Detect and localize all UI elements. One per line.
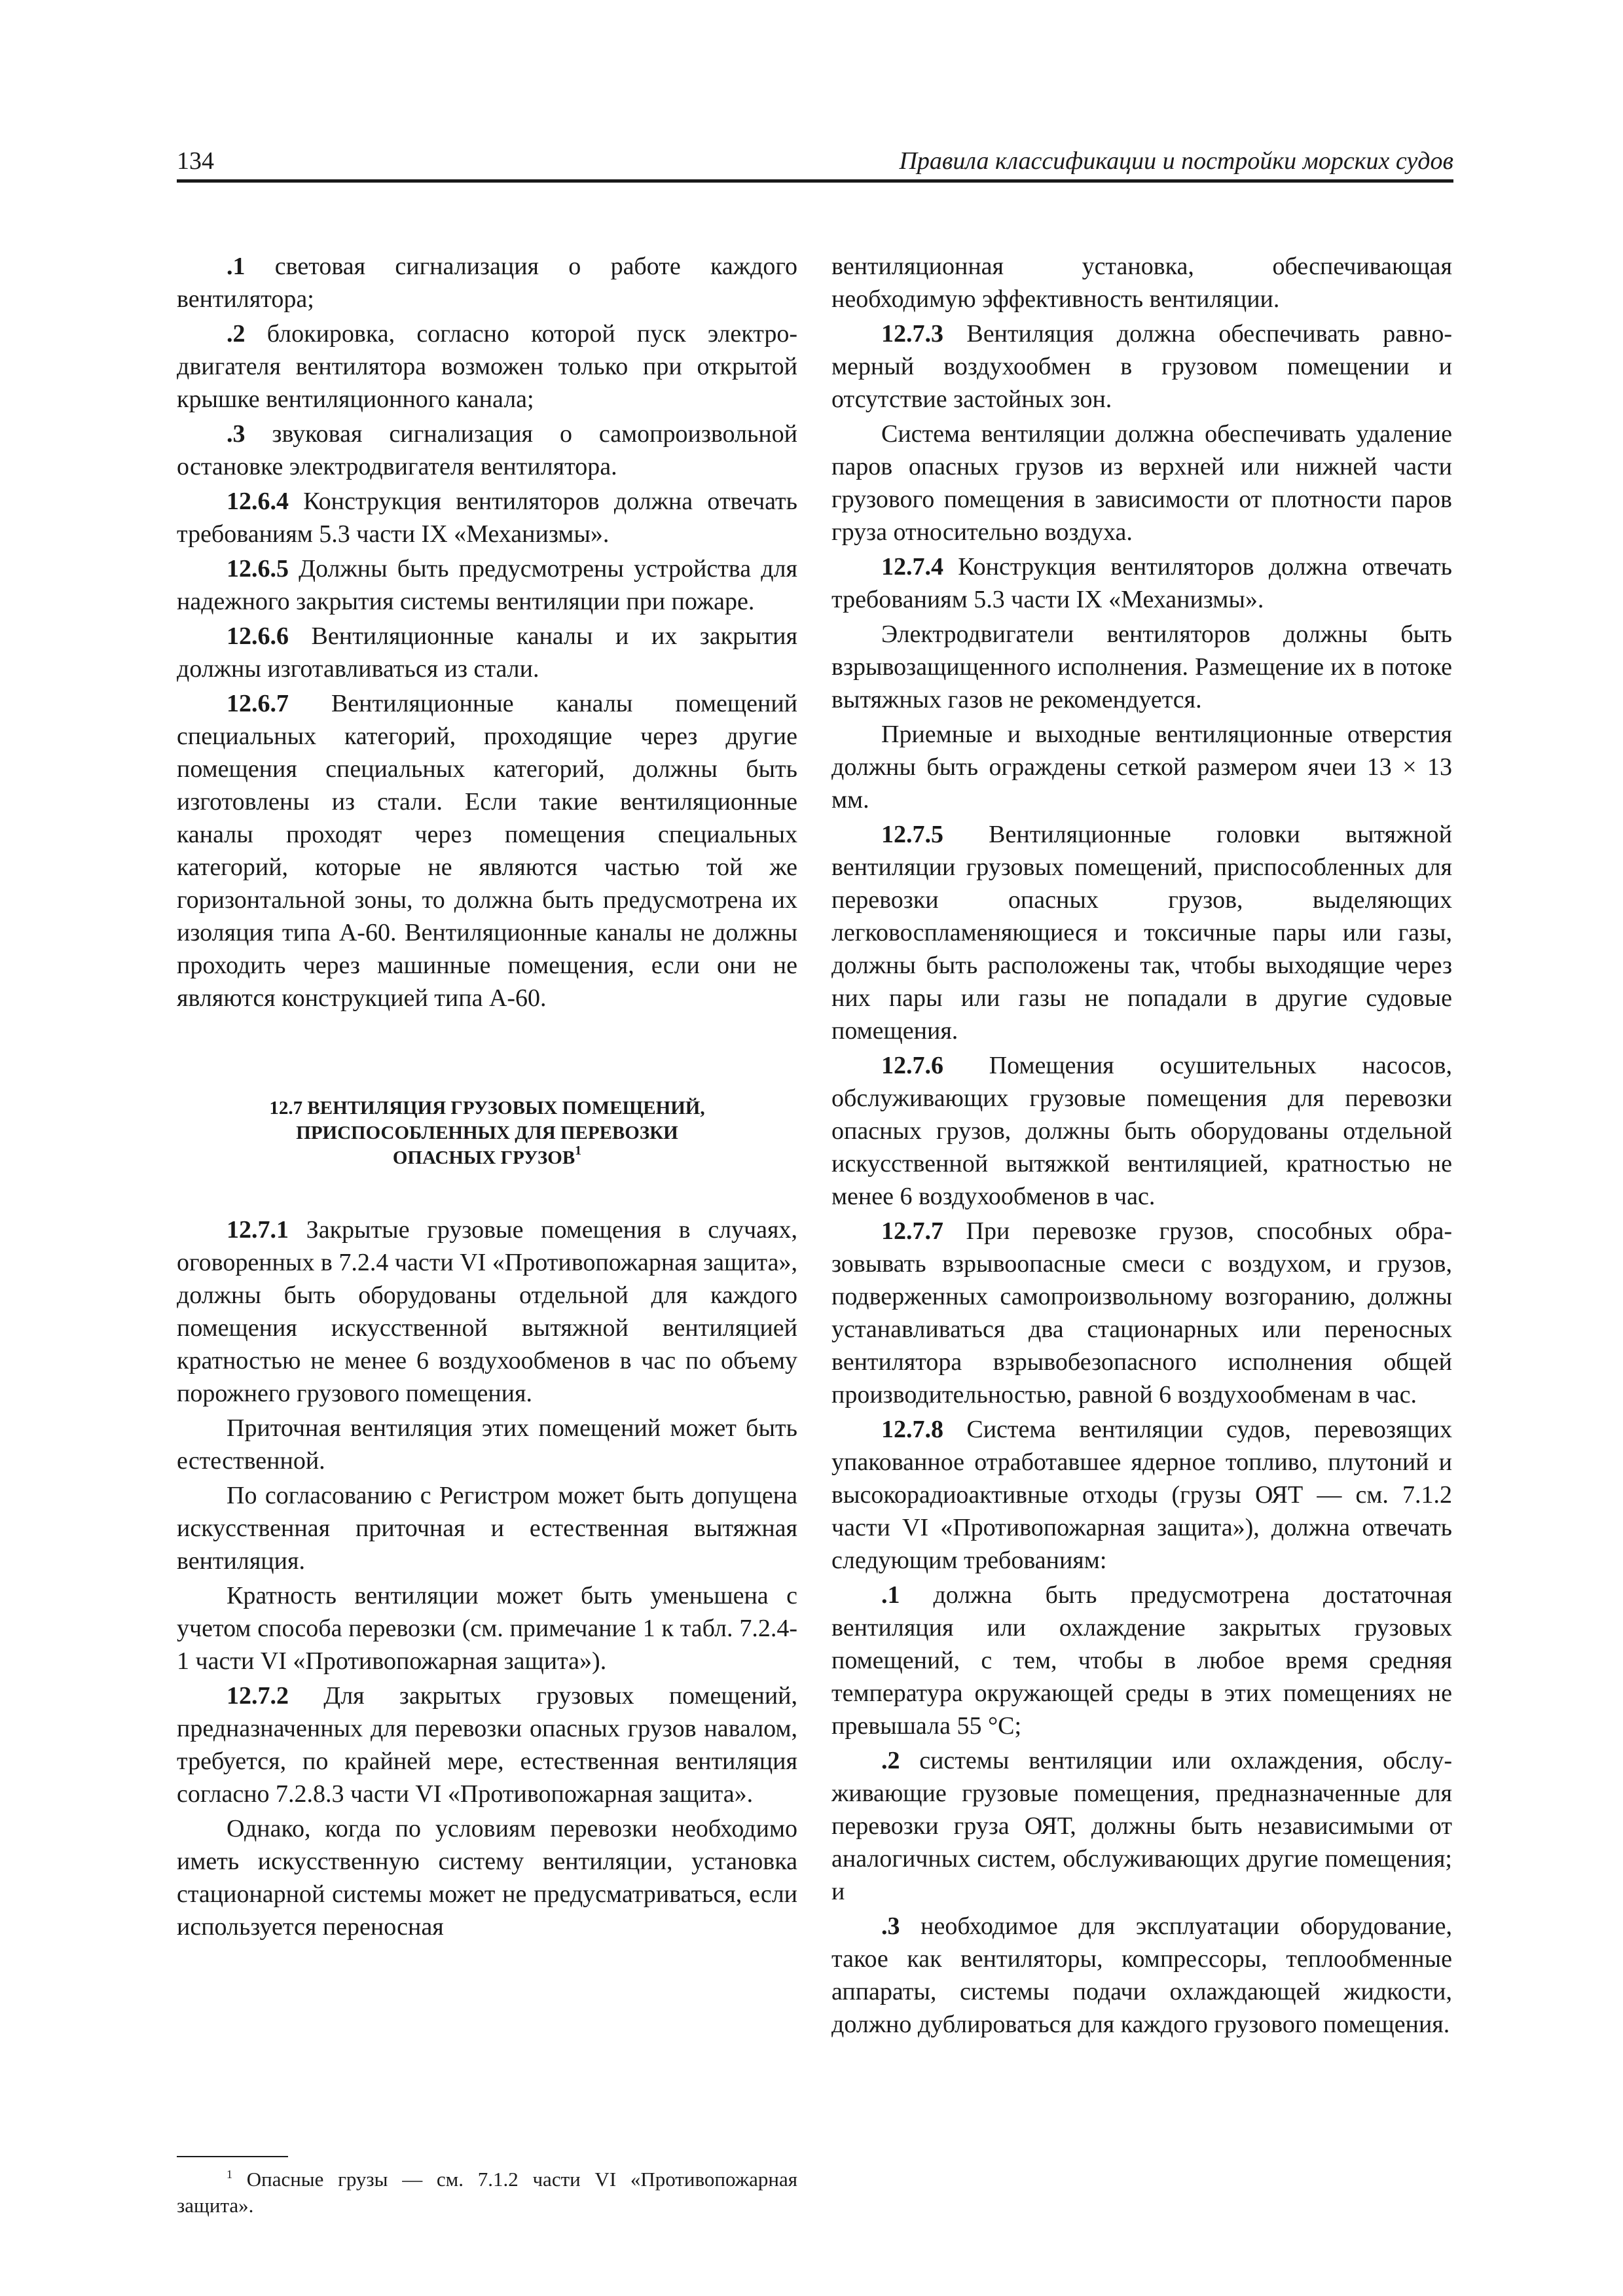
paragraph-text: Вентиляционные каналы и их закрытия должны изготавливаться из стали. — [177, 622, 797, 683]
section-heading — [177, 1096, 797, 1170]
paragraph — [831, 1049, 1452, 1213]
paragraph: Приемные и выходные вентиляционные отверстия должны быть ограждены сеткой размером ячеи 13 × 13 мм. — [831, 721, 1452, 814]
paragraph-text: Помещения осушительных насосов, обслуживающих грузовые помещения для перевозки опасных грузов, должны быть оборудованы отдельной искусственной вытяжкой вентиляцией, кратностью не менее 6 воздухообменов в час. — [831, 1052, 1452, 1210]
clause-number: 12.7.7 — [881, 1217, 943, 1245]
clause-number: .1 — [227, 253, 246, 280]
paragraph — [831, 1910, 1452, 2041]
clause-number: 12.6.6 — [227, 622, 289, 650]
paragraph-text: Для закрытых грузовых помещений, предназначенных для перевозки опасных грузов навалом, требуется, по крайней мере, естественная вентиляция согласно 7.2.8.3 части VI «Противопожарная защита». — [177, 1682, 797, 1808]
paragraph-text: Вентиляционные каналы помещений специальных категорий, проходящие через другие помещения специальных категорий, должны быть изготовлены из стали. Если такие вентиляционные каналы проходят через помещения специальных категорий, которые не являются частью той же горизонтальной зоны, то должна быть предусмотрена их изоляция типа А-60. Вентиляционные каналы не должны проходить через машинные помещения, если они не являются конструкцией типа А-60. — [177, 690, 797, 1012]
paragraph — [177, 552, 797, 618]
footnote-text: Опасные грузы — см. 7.1.2 части VI «Противопожарная защита». — [177, 2168, 797, 2217]
paragraph — [177, 1213, 797, 1410]
clause-number: .2 — [881, 1747, 900, 1774]
paragraph — [831, 1744, 1452, 1908]
clause-number: 12.6.7 — [227, 690, 289, 717]
clause-number: 12.7.3 — [881, 320, 943, 348]
paragraph-text: Вентиляционные головки вытяжной вентиляции грузовых помещений, приспособленных для перевозки опасных грузов, выделяющих легковоспламеняющиеся и токсичные пары или газы, должны быть расположены так, чтобы выходящие через них пары или газы не попадали в другие судовые помещения. — [831, 821, 1452, 1045]
paragraph — [177, 620, 797, 685]
clause-number: 12.6.5 — [227, 555, 289, 583]
page-header — [177, 139, 1453, 183]
right-column — [831, 250, 1452, 2043]
paragraph-text: Конструкция вентиляторов должна отвечать требованиям 5.3 части IX «Механизмы». — [831, 553, 1452, 613]
clause-number: .3 — [227, 420, 246, 448]
paragraph — [177, 1679, 797, 1810]
paragraph — [177, 687, 797, 1014]
clause-number: 12.7.2 — [227, 1682, 289, 1710]
heading-line: ПРИСПОСОБЛЕННЫХ ДЛЯ ПЕРЕВОЗКИ — [296, 1122, 678, 1143]
paragraph — [831, 1413, 1452, 1577]
paragraph: Однако, когда по условиям перевозки необходимо иметь искусственную систему вентиляции, установка стационарной системы может не предусматриваться, если используется переносная — [177, 1815, 797, 1941]
paragraph-text: световая сигнализация о работе каждого вентилятора; — [177, 253, 797, 313]
footnote-rule — [177, 2156, 288, 2157]
clause-number: 12.7.8 — [881, 1416, 943, 1443]
heading-line: 12.7 ВЕНТИЛЯЦИЯ ГРУЗОВЫХ ПОМЕЩЕНИЙ, — [269, 1098, 705, 1119]
footnote-mark: 1 — [227, 2168, 232, 2181]
paragraph-text: звуковая сигнализация о самопроизвольной остановке электродвигателя вентилятора. — [177, 420, 797, 480]
paragraph-text: Должны быть предусмотрены устройства для надежного закрытия системы вентиляции при пожаре. — [177, 555, 797, 615]
paragraph: Приточная вентиляция этих помещений может быть естественной. — [177, 1414, 797, 1475]
paragraph — [831, 1215, 1452, 1411]
paragraph: Электродвигатели вентиляторов должны быть взрывозащищенного исполнения. Размещение их в потоке вытяжных газов не рекомендуется. — [831, 620, 1452, 713]
paragraph: Система вентиляции должна обеспечивать удаление паров опасных грузов из верхней или нижней части грузового помещения в зависимости от плотности паров груза относительно воздуха. — [831, 420, 1452, 546]
footnote — [177, 2166, 797, 2219]
left-column — [177, 250, 797, 1945]
paragraph-text: системы вентиляции или охлаждения, обслуживающие грузовые помещения, предназначенные для перевозки груза ОЯТ, должны быть независимыми от аналогичных систем, обслуживающих другие помещения; и — [831, 1747, 1452, 1905]
paragraph — [177, 418, 797, 483]
clause-number: .3 — [881, 1912, 900, 1940]
paragraph — [831, 818, 1452, 1047]
paragraph-text: должна быть предусмотрена достаточная вентиляция или охлаждение закрытых грузовых помещений, с тем, чтобы в любое время средняя температура окружающей среды в этих помещениях не превышала 55 °С; — [831, 1581, 1452, 1740]
heading-line — [177, 1145, 797, 1170]
paragraph-text: Вентиляция должна обеспечивать равномерный воздухообмен в грузовом помещении и отсутствие застойных зон. — [831, 320, 1452, 413]
paragraph — [831, 1579, 1452, 1742]
paragraph: Кратность вентиляции может быть уменьшена с учетом способа перевозки (см. примечание 1 к табл. 7.2.4-1 части VI «Противопожарная защита»). — [177, 1582, 797, 1675]
page-number: 134 — [177, 147, 214, 175]
heading-line-text: ОПАСНЫХ ГРУЗОВ — [392, 1147, 575, 1168]
paragraph — [177, 485, 797, 550]
clause-number: 12.6.4 — [227, 488, 289, 515]
running-title: Правила классификации и постройки морских судов — [899, 147, 1453, 175]
paragraph — [831, 550, 1452, 616]
clause-number: 12.7.6 — [881, 1052, 943, 1079]
clause-number: 12.7.1 — [227, 1216, 289, 1244]
paragraph: По согласованию с Регистром может быть допущена искусственная приточная и естественная вытяжная вентиляция. — [177, 1482, 797, 1575]
paragraph-text: необходимое для эксплуатации оборудование, такое как вентиляторы, компрессоры, теплообменные аппараты, системы подачи охлаждающей жидкости, должно дублироваться для каждого грузового помещения. — [831, 1912, 1452, 2038]
clause-number: 12.7.5 — [881, 821, 943, 848]
paragraph: вентиляционная установка, обеспечивающая необходимую эффективность вентиляции. — [831, 253, 1452, 313]
paragraph-text: Конструкция вентиляторов должна отвечать требованиям 5.3 части IX «Механизмы». — [177, 488, 797, 548]
footnote-reference: 1 — [575, 1143, 582, 1158]
paragraph-text: Закрытые грузовые помещения в случаях, оговоренных в 7.2.4 части VI «Противопожарная защита», должны быть оборудованы отдельной для каждого помещения искусственной вытяжной вентиляцией кратностью не менее 6 воздухообменов в час по объему порожнего грузового помещения. — [177, 1216, 797, 1407]
paragraph — [177, 317, 797, 416]
paragraph-text: При перевозке грузов, способных образовывать взрывоопасные смеси с воздухом, и грузов, подверженных самопроизвольному возгоранию, должны устанавливаться два стационарных или переносных вентилятора взрывобезопасного исполнения общей производительностью, равной 6 воздухообменам в час. — [831, 1217, 1452, 1408]
clause-number: 12.7.4 — [881, 553, 943, 581]
paragraph-text: Система вентиляции судов, перевозящих упакованное отработавшее ядерное топливо, плутоний и высокорадиоактивные отходы (грузы ОЯТ — см. 7.1.2 части VI «Противопожарная защита»), должна отвечать следующим требованиям: — [831, 1416, 1452, 1574]
clause-number: .2 — [227, 320, 246, 348]
paragraph — [177, 250, 797, 315]
paragraph-text: блокировка, согласно которой пуск электродвигателя вентилятора возможен только при открытой крышке вентиляционного канала; — [177, 320, 797, 413]
clause-number: .1 — [881, 1581, 900, 1609]
paragraph — [831, 317, 1452, 416]
footnote-area — [177, 2156, 797, 2219]
